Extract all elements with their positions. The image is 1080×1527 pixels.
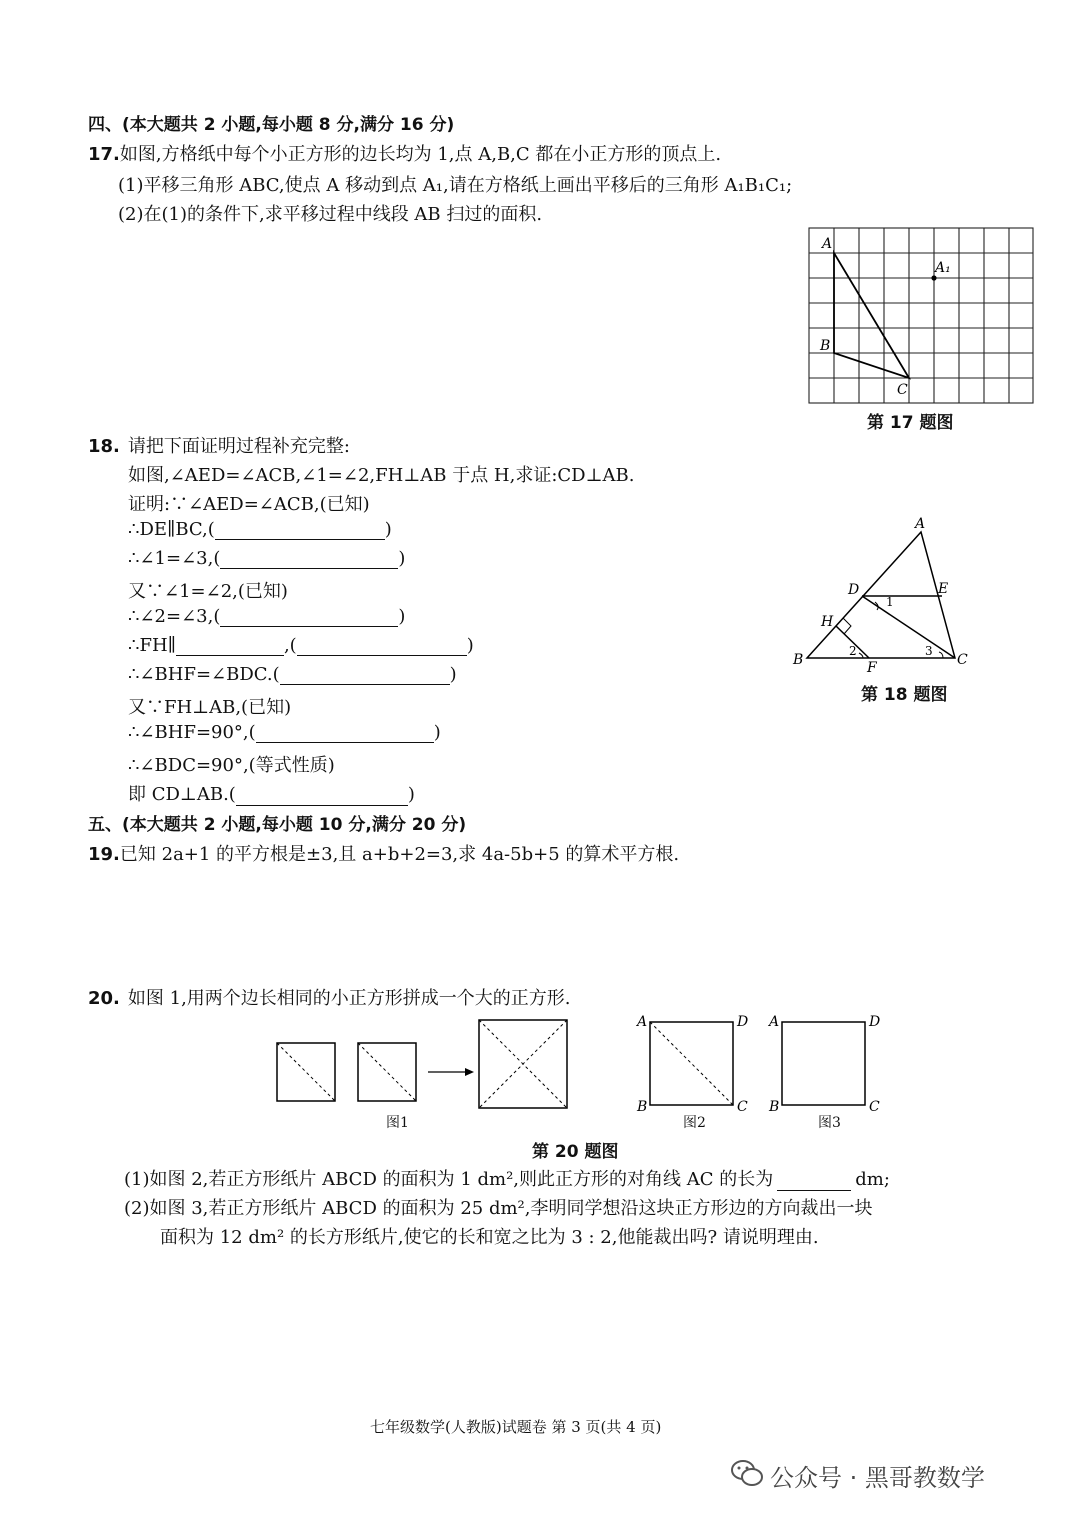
q19-text: 已知 2a+1 的平方根是±3,且 a+b+2=3,求 4a-5b+5 的算术平方根. xyxy=(119,844,680,865)
q20-part2-line1: (2)如图 3,若正方形纸片 ABCD 的面积为 25 dm²,李明同学想沿这块正方形边的方向裁出一块 xyxy=(124,1198,873,1219)
q18-triangle-figure xyxy=(785,512,985,677)
q20-figures xyxy=(270,1008,900,1133)
label-B: B xyxy=(820,338,831,354)
fig3-label-A: A xyxy=(769,1014,780,1030)
q18-line7-text: ∴∠BHF=∠BDC.( xyxy=(128,664,280,685)
q18-blank-5[interactable] xyxy=(297,635,467,656)
fig3-label-B: B xyxy=(769,1099,780,1115)
q18-line8: 又∵FH⊥AB,(已知) xyxy=(128,697,292,718)
q18-line1: 证明:∵∠AED=∠ACB,(已知) xyxy=(128,494,370,515)
paren-close: ) xyxy=(449,664,457,685)
paren-close: ) xyxy=(433,722,441,743)
q19-number: 19. xyxy=(88,844,120,865)
q18-line5-text: ∴∠2=∠3,( xyxy=(128,606,221,627)
q20-caption: 第 20 题图 xyxy=(532,1142,619,1162)
q18-line11-text: 即 CD⊥AB.( xyxy=(128,784,236,805)
q18-stem xyxy=(88,432,350,458)
watermark-text: 公众号 · 黑哥教数学 xyxy=(770,1464,985,1492)
label-C: C xyxy=(897,382,908,398)
fig2-label-C: C xyxy=(737,1099,748,1115)
section-five-heading: 五、(本大题共 2 小题,每小题 10 分,满分 20 分) xyxy=(88,815,467,835)
label-E: E xyxy=(938,581,949,597)
q18-line6 xyxy=(128,635,474,656)
q18-line6-text: ∴FH∥ xyxy=(128,635,176,656)
grid-border xyxy=(809,228,1033,403)
fig2-label-D: D xyxy=(737,1014,749,1030)
q17-part2: (2)在(1)的条件下,求平移过程中线段 AB 扫过的面积. xyxy=(118,204,543,225)
fig3-label-C: C xyxy=(869,1099,880,1115)
fig2-square xyxy=(650,1022,733,1105)
q18-stem-text: 请把下面证明过程补充完整: xyxy=(127,436,350,457)
q18-line11 xyxy=(128,780,415,806)
page-footer: 七年级数学(人教版)试题卷 第 3 页(共 4 页) xyxy=(370,1418,662,1436)
fig3-square xyxy=(782,1022,865,1105)
q19-question xyxy=(88,840,679,866)
q18-line5 xyxy=(128,606,405,627)
q18-line9 xyxy=(128,722,441,743)
q20-part1-unit: dm; xyxy=(855,1169,890,1190)
q18-line2 xyxy=(128,519,392,540)
label-C: C xyxy=(957,652,968,668)
fig2-label-A: A xyxy=(637,1014,648,1030)
q18-blank-3[interactable] xyxy=(220,606,398,627)
q20-number: 20. xyxy=(88,988,120,1009)
triangle-abc xyxy=(807,532,955,658)
q18-blank-8[interactable] xyxy=(236,785,408,806)
q18-line4: 又∵∠1=∠2,(已知) xyxy=(128,581,288,602)
wechat-icon xyxy=(730,1458,764,1488)
q17-caption: 第 17 题图 xyxy=(867,413,954,433)
q18-line9-text: ∴∠BHF=90°,( xyxy=(128,722,256,743)
q18-given: 如图,∠AED=∠ACB,∠1=∠2,FH⊥AB 于点 H,求证:CD⊥AB. xyxy=(128,465,635,486)
angle-3-arc xyxy=(939,652,943,658)
paren-close: ) xyxy=(384,519,392,540)
paren-close: ) xyxy=(407,784,415,805)
q18-line6-mid: ,( xyxy=(283,635,297,656)
q20-stem-text: 如图 1,用两个边长相同的小正方形拼成一个大的正方形. xyxy=(127,988,571,1009)
section-four-heading: 四、(本大题共 2 小题,每小题 8 分,满分 16 分) xyxy=(88,115,455,135)
right-angle-mark xyxy=(843,618,851,634)
q18-line3 xyxy=(128,548,405,569)
q17-part1: (1)平移三角形 ABC,使点 A 移动到点 A₁,请在方格纸上画出平移后的三角形 A₁B₁C₁; xyxy=(118,175,793,196)
label-A: A xyxy=(822,236,833,252)
q20-part1-text: (1)如图 2,若正方形纸片 ABCD 的面积为 1 dm²,则此正方形的对角线 AC 的长为 xyxy=(124,1169,774,1190)
q17-number: 17. xyxy=(88,144,120,165)
q18-number: 18. xyxy=(88,436,120,457)
q18-blank-6[interactable] xyxy=(280,664,450,685)
point-a1 xyxy=(931,275,936,280)
label-H: H xyxy=(821,614,834,630)
paren-close: ) xyxy=(398,548,406,569)
angle-label-2: 2 xyxy=(849,644,857,658)
q20-blank-1[interactable] xyxy=(777,1170,851,1191)
q18-blank-2[interactable] xyxy=(220,548,398,569)
fig2-label-B: B xyxy=(637,1099,648,1115)
fig3-label: 图3 xyxy=(818,1115,841,1131)
q17-stem-text: 如图,方格纸中每个小正方形的边长均为 1,点 A,B,C 都在小正方形的顶点上. xyxy=(119,144,722,165)
paren-close: ) xyxy=(466,635,474,656)
q18-line2-text: ∴DE∥BC,( xyxy=(128,519,215,540)
q17-grid-figure xyxy=(800,222,1040,412)
label-F: F xyxy=(867,660,877,676)
label-B: B xyxy=(793,652,804,668)
q20-part1 xyxy=(124,1165,890,1191)
angle-label-1: 1 xyxy=(886,595,894,609)
q18-line3-text: ∴∠1=∠3,( xyxy=(128,548,221,569)
q17-stem xyxy=(88,140,721,166)
q18-blank-1[interactable] xyxy=(215,519,385,540)
q18-blank-4[interactable] xyxy=(176,635,284,656)
q18-line7 xyxy=(128,664,457,685)
label-A1: A₁ xyxy=(935,260,951,276)
fig3-label-D: D xyxy=(869,1014,881,1030)
q20-stem xyxy=(88,984,571,1010)
triangle-abc xyxy=(834,253,909,378)
label-A: A xyxy=(915,516,926,532)
fig2-label: 图2 xyxy=(683,1115,706,1131)
fig1-label: 图1 xyxy=(386,1115,409,1131)
q20-part2-line2: 面积为 12 dm² 的长方形纸片,使它的长和宽之比为 3 : 2,他能裁出吗? 请说明理由. xyxy=(160,1227,819,1248)
q18-blank-7[interactable] xyxy=(256,722,434,743)
q18-caption: 第 18 题图 xyxy=(861,685,948,705)
angle-label-3: 3 xyxy=(925,644,933,658)
q18-line10: ∴∠BDC=90°,(等式性质) xyxy=(128,755,335,776)
grid-lines xyxy=(809,228,1033,403)
label-D: D xyxy=(848,582,860,598)
paren-close: ) xyxy=(398,606,406,627)
